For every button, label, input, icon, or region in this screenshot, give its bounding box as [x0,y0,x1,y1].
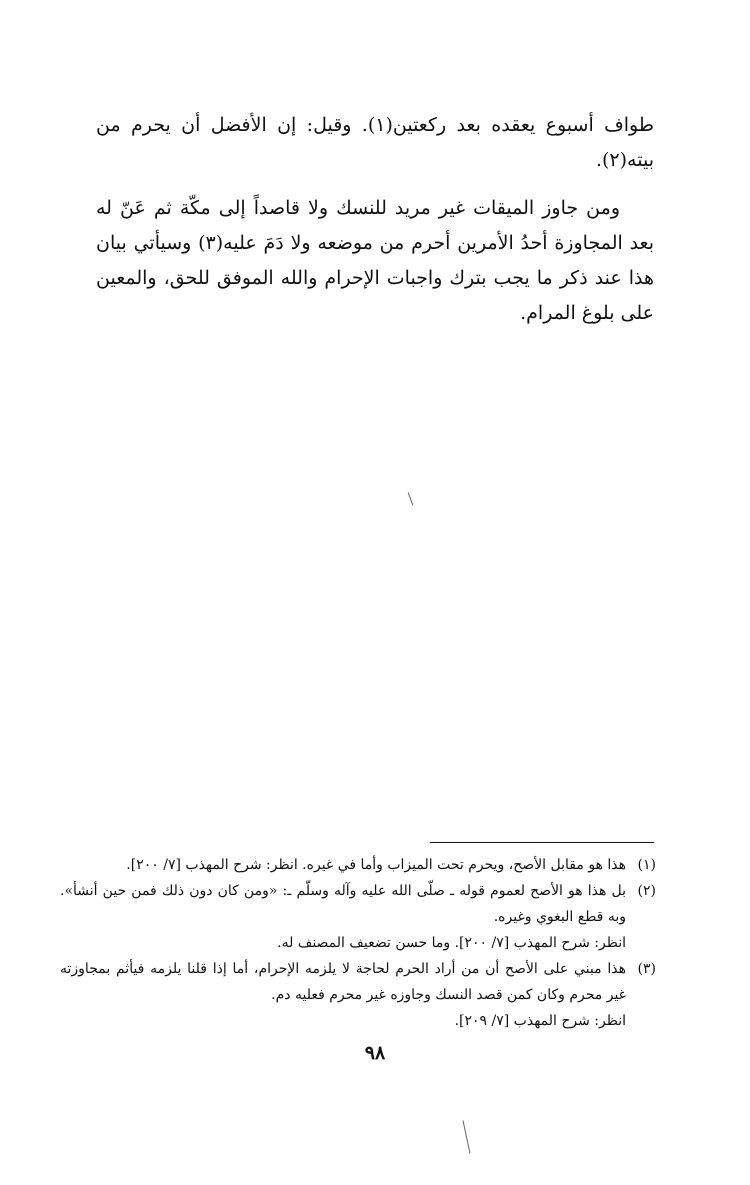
footnote-line: هذا هو مقابل الأصح، ويحرم تحت الميزاب وأما في غيره. انظر: شرح المهذب [٧/ ٢٠٠]. [126,857,626,873]
footnote-number: (٣) [637,961,656,977]
footnote-line: انظر: شرح المهذب [٧/ ٢٠٩]. [454,1013,626,1029]
paragraph-1: طواف أسبوع يعقده بعد ركعتين(١). وقيل: إن الأفضل أن يحرم من بيته(٢). [96,114,654,171]
footnote-line: بل هذا هو الأصح لعموم قوله ـ صلّى الله عليه وآله وسلّم ـ: «ومن كان دون ذلك فمن حين أنشأ». وبه قطع البغوي وغيره. [60,883,626,925]
footnotes [60,852,656,1034]
footnote-number: (٢) [637,883,656,899]
footnote-separator [430,842,654,843]
footnote-3 [60,956,656,1034]
footnote-line: هذا مبني على الأصح أن من أراد الحرم لحاجة لا يلزمه الإحرام، أما إذا قلنا يلزمه فيأثم بمجاوزته غير محرم وكان كمن قصد النسك وجاوزه غير محرم فعليه دم. [60,961,626,1003]
scan-speck [462,1120,470,1153]
footnote-1 [60,852,656,878]
footnote-line: انظر: شرح المهذب [٧/ ٢٠٠]. وما حسن تضعيف المصنف له. [277,935,626,951]
footnote-body [60,956,626,1034]
footnote-body [60,878,626,956]
paragraph-2: ومن جاوز الميقات غير مريد للنسك ولا قاصداً إلى مكّة ثم عَنّ له بعد المجاوزة أحدُ الأمرين أحرم من موضعه ولا دَمَ عليه(٣) وسيأتي بيان هذا عند ذكر ما يجب بترك واجبات الإحرام والله الموفق للحق، والمعين على بلوغ المرام. [96,197,654,324]
footnote-number: (١) [637,857,656,873]
footnote-body [60,852,626,878]
main-text [96,108,654,344]
scan-speck [408,492,414,505]
page-number: ٩٨ [364,1042,386,1064]
footnote-2 [60,878,656,956]
